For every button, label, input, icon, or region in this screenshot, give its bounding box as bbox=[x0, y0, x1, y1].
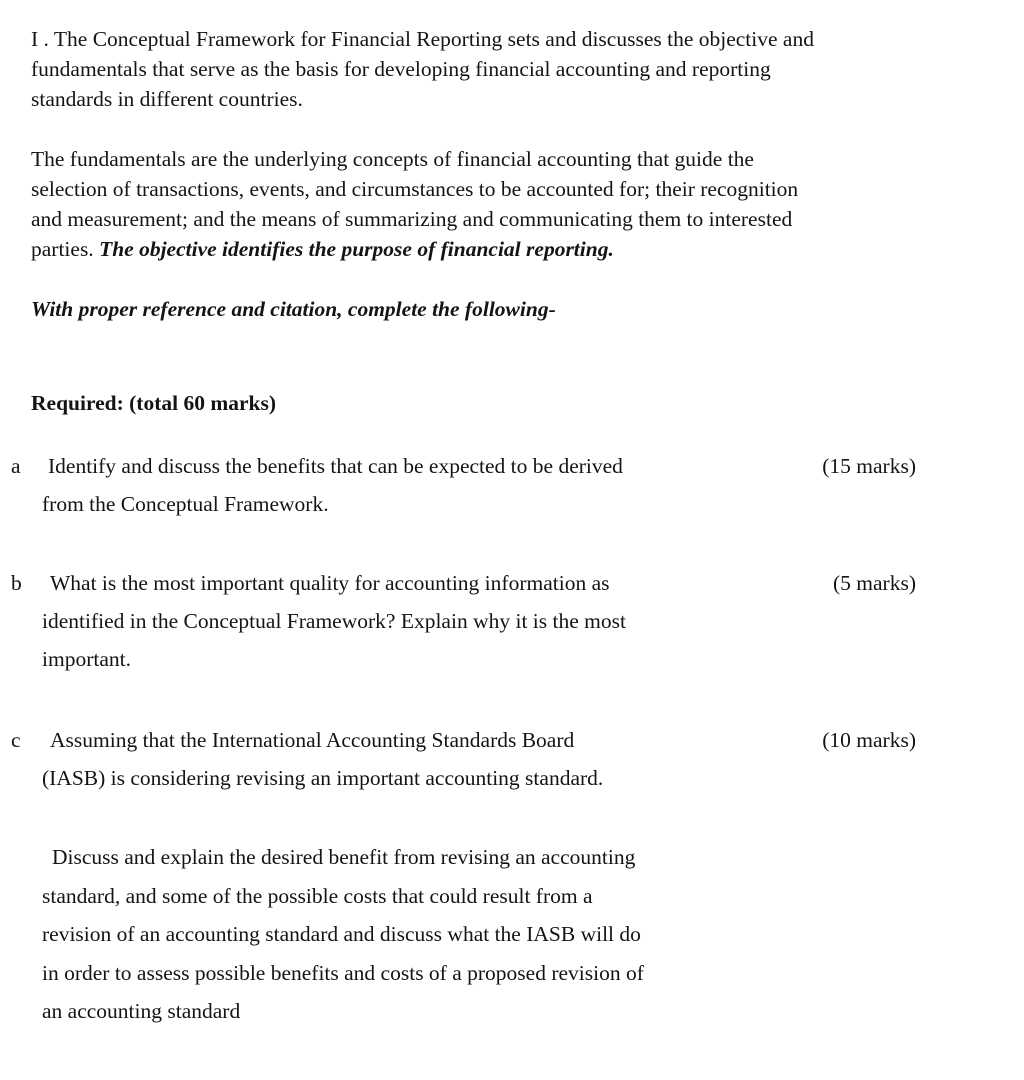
intro-line: standards in different countries. bbox=[31, 87, 303, 111]
question-letter: c bbox=[11, 728, 21, 752]
question-text bbox=[42, 564, 772, 678]
question-marks: (15 marks) bbox=[822, 454, 916, 478]
discussion-line: Discuss and explain the desired benefit from revising an accounting bbox=[52, 845, 636, 869]
question-letter: b bbox=[11, 571, 22, 595]
question-line: important. bbox=[42, 647, 131, 671]
question-letter: a bbox=[11, 454, 21, 478]
intro-line: fundamentals that serve as the basis for developing financial accounting and reporting bbox=[31, 57, 771, 81]
fundamentals-last-line bbox=[31, 234, 991, 264]
fundamentals-paragraph bbox=[31, 144, 991, 264]
question-marks: (5 marks) bbox=[833, 571, 916, 595]
question-c-discussion bbox=[42, 838, 782, 1031]
question-line: from the Conceptual Framework. bbox=[42, 492, 329, 516]
question-line: identified in the Conceptual Framework? Explain why it is the most bbox=[42, 609, 626, 633]
fundamentals-line: The fundamentals are the underlying concepts of financial accounting that guide the bbox=[31, 147, 754, 171]
intro-line: I . The Conceptual Framework for Financial Reporting sets and discusses the objective and bbox=[31, 27, 814, 51]
instruction-text: With proper reference and citation, complete the following- bbox=[31, 297, 556, 321]
question-marks: (10 marks) bbox=[822, 728, 916, 752]
fundamentals-line: and measurement; and the means of summarizing and communicating them to interested bbox=[31, 207, 793, 231]
question-line: Assuming that the International Accounting Standards Board bbox=[50, 728, 575, 752]
question-text bbox=[42, 447, 772, 523]
question-text bbox=[42, 721, 772, 797]
question-line: What is the most important quality for accounting information as bbox=[50, 571, 610, 595]
question-line: (IASB) is considering revising an important accounting standard. bbox=[42, 766, 604, 790]
question-line: Identify and discuss the benefits that can be expected to be derived bbox=[48, 454, 623, 478]
objective-emphasis: The objective identifies the purpose of financial reporting. bbox=[99, 237, 614, 261]
fundamentals-last-prefix: parties. bbox=[31, 237, 100, 261]
discussion-line: revision of an accounting standard and discuss what the IASB will do bbox=[42, 922, 641, 946]
intro-paragraph bbox=[31, 24, 991, 114]
discussion-line: in order to assess possible benefits and costs of a proposed revision of bbox=[42, 960, 644, 985]
fundamentals-line: selection of transactions, events, and circumstances to be accounted for; their recognition bbox=[31, 177, 799, 201]
discussion-line: standard, and some of the possible costs that could result from a bbox=[42, 883, 593, 908]
required-heading: Required: (total 60 marks) bbox=[31, 391, 277, 415]
discussion-line: an accounting standard bbox=[42, 999, 241, 1023]
